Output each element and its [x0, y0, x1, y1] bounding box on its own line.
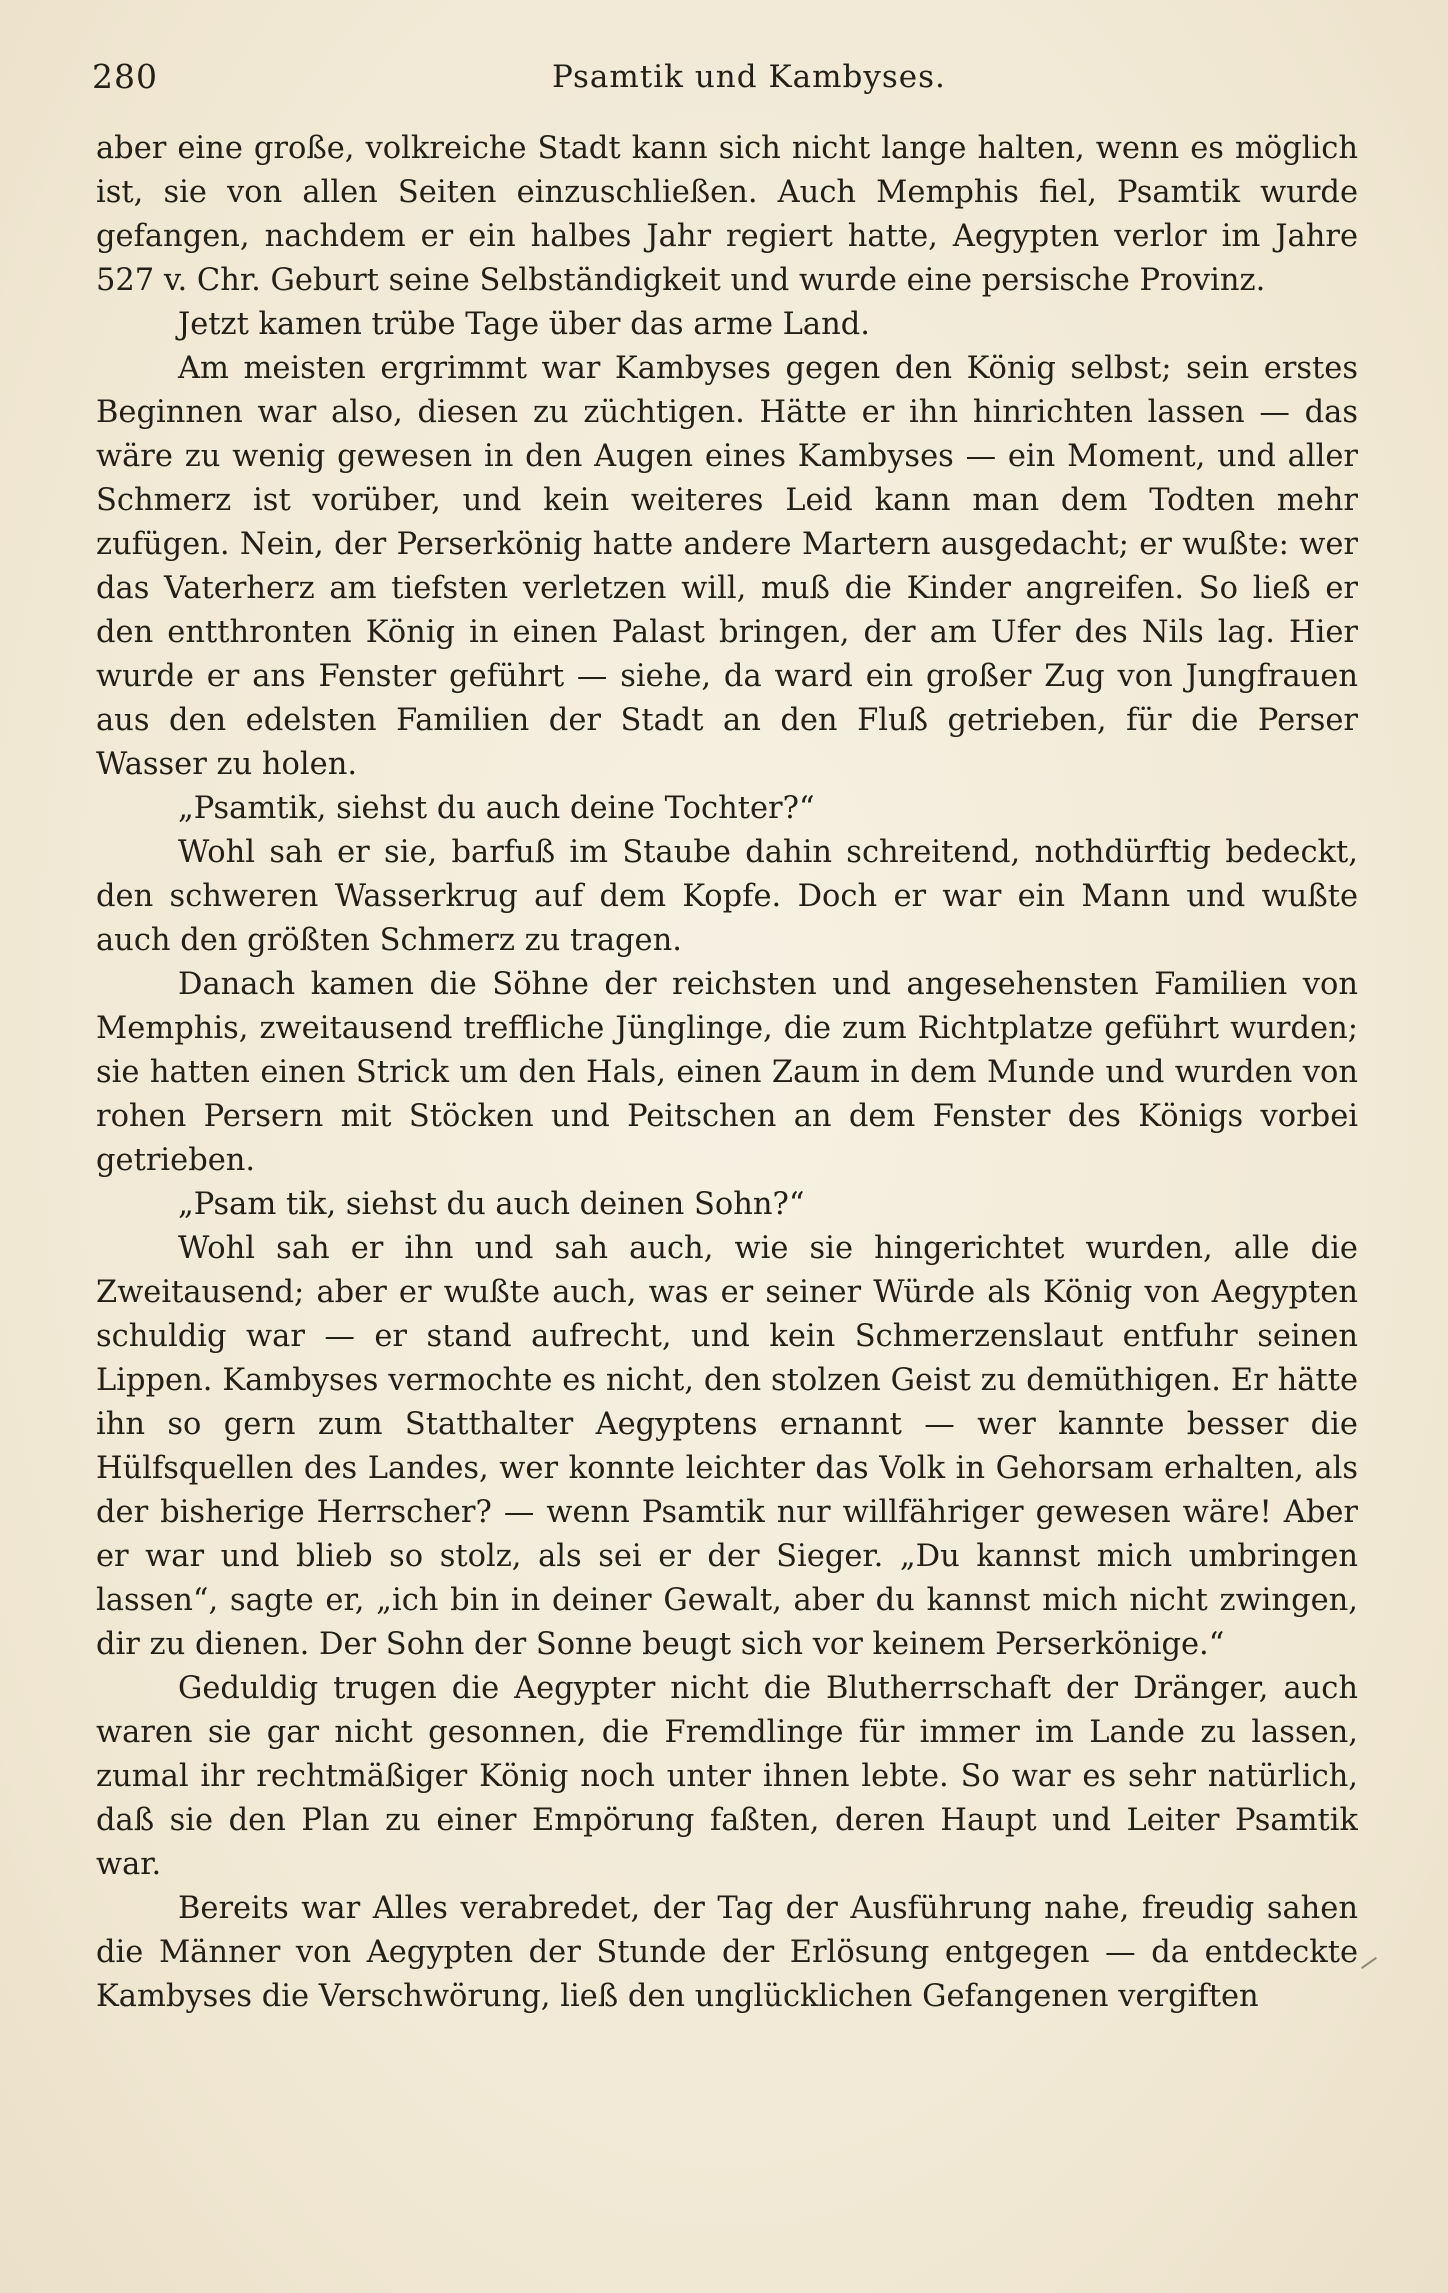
margin-pencil-mark — [1361, 1957, 1377, 1969]
paragraph: Wohl sah er sie, barfuß im Staube dahin schreitend, nothdürftig bedeckt, den schweren Wasserkrug auf dem Kopfe. Doch er war ein Mann und wußte auch den größten Schmerz zu tragen. — [96, 835, 1358, 958]
paragraph: Bereits war Alles verabredet, der Tag der Ausführung nahe, freudig sahen die Männer von Aegypten der Stunde der Erlösung entgegen — da entdeckte Kambyses die Verschwörung, ließ den unglücklichen Gefangenen vergiften — [96, 1891, 1358, 2014]
paragraph: Jetzt kamen trübe Tage über das arme Land. — [178, 307, 870, 342]
body-text — [96, 127, 1358, 2137]
paragraph: Wohl sah er ihn und sah auch, wie sie hingerichtet wurden, alle die Zweitausend; aber er wußte auch, was er seiner Würde als König von Aegypten schuldig war — er stand aufrecht, und kein Schmerzenslaut entfuhr seinen Lippen. Kambyses vermochte es nicht, den stolzen Geist zu demüthigen. Er hätte ihn so gern zum Statthalter Aegyptens ernannt — wer kannte besser die Hülfsquellen des Landes, wer konnte leichter das Volk in Gehorsam erhalten, als der bisherige Herrscher? — wenn Psamtik nur willfähriger gewesen wäre! Aber er war und blieb so stolz, als sei er der Sieger. „Du kannst mich umbringen lassen“, sagte er, „ich bin in deiner Gewalt, aber du kannst mich nicht zwingen, dir zu dienen. Der Sohn der Sonne beugt sich vor keinem Perserkönige.“ — [96, 1231, 1358, 1662]
page-header — [92, 52, 1362, 102]
paragraph: „Psamtik, siehst du auch deine Tochter?“ — [178, 791, 815, 826]
paragraph: aber eine große, volkreiche Stadt kann sich nicht lange halten, wenn es möglich ist, sie von allen Seiten einzuschließen. Auch Memphis fiel, Psamtik wurde gefangen, nachdem er ein halbes Jahr regiert hatte, Aegypten verlor im Jahre 527 v. Chr. Geburt seine Selbständigkeit und wurde eine persische Provinz. — [96, 131, 1358, 298]
paragraph: Am meisten ergrimmt war Kambyses gegen den König selbst; sein erstes Beginnen war also, diesen zu züchtigen. Hätte er ihn hinrichten lassen — das wäre zu wenig gewesen in den Augen eines Kambyses — ein Moment, und aller Schmerz ist vorüber, und kein weiteres Leid kann man dem Todten mehr zufügen. Nein, der Perserkönig hatte andere Martern ausgedacht; er wußte: wer das Vaterherz am tiefsten verletzen will, muß die Kinder angreifen. So ließ er den entthronten König in einen Palast bringen, der am Ufer des Nils lag. Hier wurde er ans Fenster geführt — siehe, da ward ein großer Zug von Jungfrauen aus den edelsten Familien der Stadt an den Fluß getrieben, für die Perser Wasser zu holen. — [96, 351, 1358, 782]
paragraph: Danach kamen die Söhne der reichsten und angesehensten Familien von Memphis, zweitausend treffliche Jünglinge, die zum Richtplatze geführt wurden; sie hatten einen Strick um den Hals, einen Zaum in dem Munde und wurden von rohen Persern mit Stöcken und Peitschen an dem Fenster des Königs vorbei getrieben. — [96, 967, 1358, 1178]
running-title: Psamtik und Kambyses. — [552, 59, 946, 95]
paragraph: „Psam tik, siehst du auch deinen Sohn?“ — [178, 1187, 805, 1222]
page-number: 280 — [92, 57, 158, 96]
paragraph: Geduldig trugen die Aegypter nicht die Blutherrschaft der Dränger, auch waren sie gar nicht gesonnen, die Fremdlinge für immer im Lande zu lassen, zumal ihr rechtmäßiger König noch unter ihnen lebte. So war es sehr natürlich, daß sie den Plan zu einer Empörung faßten, deren Haupt und Leiter Psamtik war. — [96, 1671, 1358, 1882]
